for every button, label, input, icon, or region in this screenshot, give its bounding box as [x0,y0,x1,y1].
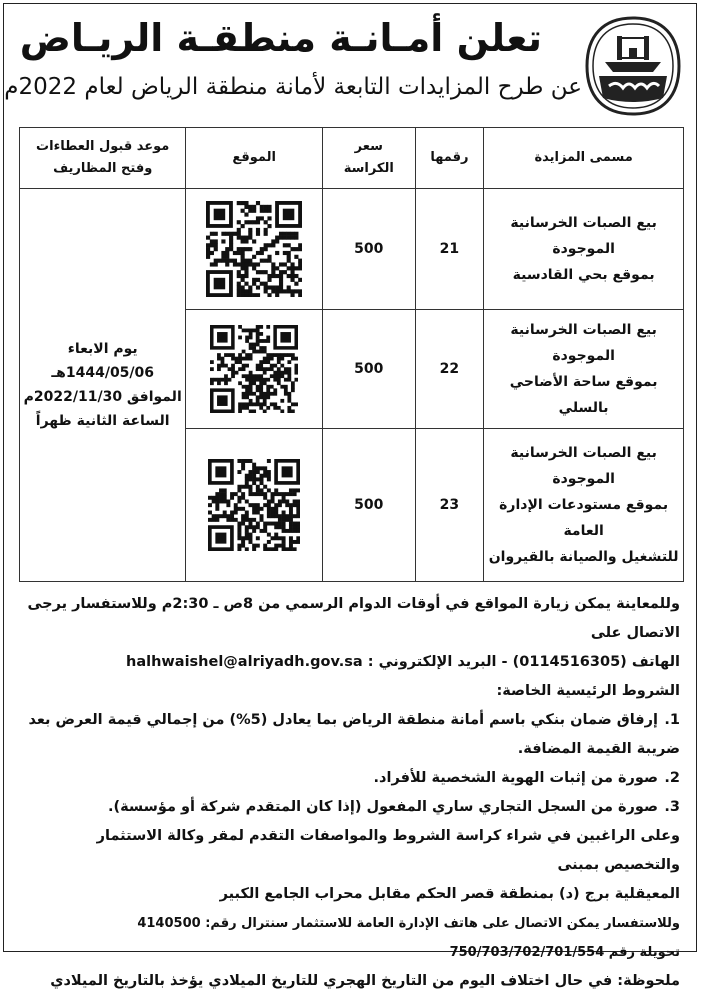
bid-date-cell: يوم الابعاء 1444/05/06هـ الموافق 2022/11/30م الساعة الثانية ظهراً [20,189,186,582]
announcement-subtitle: عن طرح المزايدات التابعة لأمانة منطقة الرياض لعام 2022م [4,74,582,100]
booklet-price-cell: 500 [322,310,415,429]
auctions-table [19,127,684,582]
location-qr-cell [186,189,323,310]
condition-text: صورة من إثبات الهوية الشخصية للأفراد. [373,770,658,786]
auction-name-cell: بيع الصبات الخرسانية الموجودة بموقع بحي القادسية [484,189,684,310]
auction-number-cell: 23 [415,429,484,582]
table-row [20,189,684,310]
riyadh-municipality-logo [583,16,683,116]
auction-number-cell: 21 [415,189,484,310]
booklet-price-cell: 500 [322,429,415,582]
condition-number: 2. [664,770,680,786]
column-header-number: رقمها [415,128,484,189]
conditions-title: الشروط الرئيسية الخاصة: [496,683,680,699]
phone-text: الهاتف (0114516305) - البريد الإلكتروني : [367,654,680,670]
condition-item [16,706,680,764]
auction-number-cell: 22 [415,310,484,429]
notes-section [16,590,680,996]
condition-number: 1. [664,712,680,728]
location-qr-cell [186,429,323,582]
announcement-title: تعلن أمـانـة منطقـة الريـاض [19,16,542,60]
condition-item [16,793,680,822]
location-qr-code[interactable] [206,201,302,297]
column-header-auction-name: مسمى المزايدة [484,128,684,189]
header [0,0,702,118]
contact-line [16,648,680,677]
booklet-price-cell: 500 [322,189,415,310]
location-qr-code[interactable] [210,325,298,413]
condition-item [16,764,680,793]
column-header-booklet-price: سعر الكراسة [322,128,415,189]
extension-line: تحويلة رقم 750/703/702/701/554 [449,945,680,960]
auction-name-cell: بيع الصبات الخرسانية الموجودة بموقع مستودعات الإدارة العامة للتشغيل والصيانة بالقيروان [484,429,684,582]
location-qr-code[interactable] [208,459,300,551]
visit-info: وللمعاينة يمكن زيارة المواقع في أوقات الدوام الرسمي من 8ص ـ 2:30م وللاستفسار يرجى الاتصال على [27,596,680,641]
column-header-bid-date: موعد قبول العطاءات وفتح المظاريف [20,128,186,189]
column-header-location: الموقع [186,128,323,189]
purchase-info: وعلى الراغبين في شراء كراسة الشروط والمواصفات التقدم لمقر وكالة الاستثمار والتخصيص بمبنى [96,828,680,873]
condition-text: صورة من السجل التجاري ساري المفعول (إذا كان المتقدم شركة أو مؤسسة). [107,799,658,815]
date-note: ملحوظة: في حال اختلاف اليوم من التاريخ الهجري للتاريخ الميلادي يؤخذ بالتاريخ الميلادي [50,973,680,989]
auction-name-cell: بيع الصبات الخرسانية الموجودة بموقع ساحة الأضاحي بالسلي [484,310,684,429]
condition-number: 3. [664,799,680,815]
email-link[interactable]: halhwaishel@alriyadh.gov.sa [126,654,363,670]
condition-text: إرفاق ضمان بنكي باسم أمانة منطقة الرياض بما يعادل (5%) من إجمالي قيمة العرض بعد ضريبة القيمة المضافة. [28,712,680,757]
central-phone-line: وللاستفسار يمكن الاتصال على هاتف الإدارة العامة للاستثمار سنترال رقم: 4140500 [137,916,680,931]
location-qr-cell [186,310,323,429]
table-header-row [20,128,684,189]
purchase-location: المعيقلية برج (د) بمنطقة قصر الحكم مقابل محراب الجامع الكبير [219,886,680,902]
